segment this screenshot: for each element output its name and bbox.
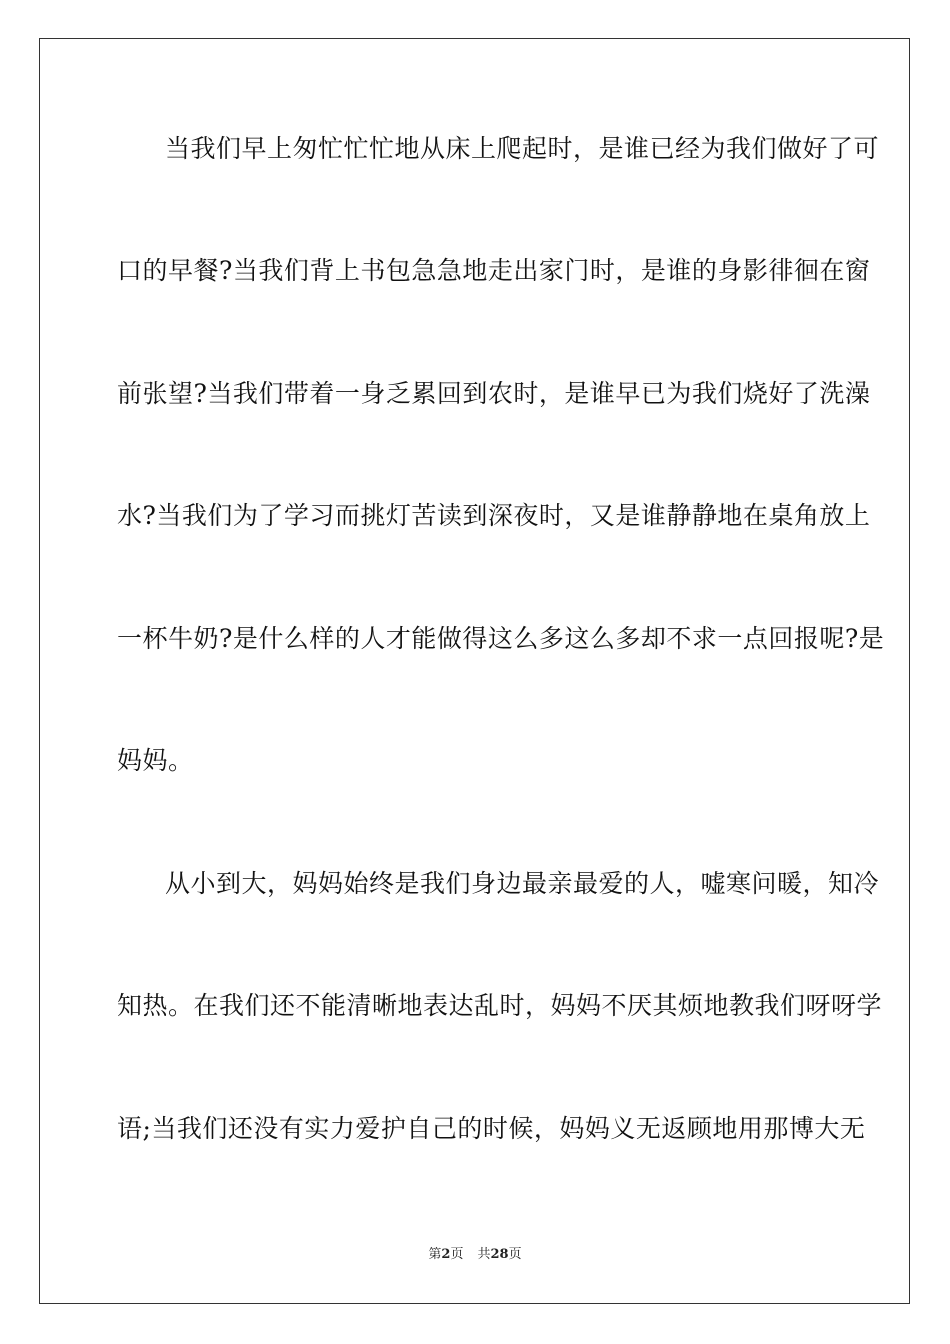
page-footer [0, 1247, 950, 1263]
paragraph-1-line-6: 妈妈。 [117, 746, 194, 775]
page-label-suffix: 页 [450, 1247, 464, 1262]
current-page-number: 2 [441, 1247, 451, 1262]
paragraph-1-line-4: 水?当我们为了学习而挑灯苦读到深夜时，又是谁静静地在桌角放上 [117, 501, 871, 530]
paragraph-2-line-1: 从小到大，妈妈始终是我们身边最亲最爱的人，嘘寒问暖，知冷 [165, 869, 880, 898]
total-page-count: 28 [490, 1247, 509, 1262]
paragraph-2-line-2: 知热。在我们还不能清晰地表达乱时，妈妈不厌其烦地教我们呀呀学 [117, 991, 883, 1020]
total-label-suffix: 页 [508, 1247, 522, 1262]
paragraph-1-line-3: 前张望?当我们带着一身乏累回到农时，是谁早已为我们烧好了洗澡 [117, 379, 871, 408]
paragraph-1-line-5: 一杯牛奶?是什么样的人才能做得这么多这么多却不求一点回报呢?是 [117, 624, 885, 653]
page-label-prefix: 第 [428, 1247, 442, 1262]
paragraph-1-line-1: 当我们早上匆忙忙忙地从床上爬起时，是谁已经为我们做好了可 [165, 134, 880, 163]
paragraph-1-line-2: 口的早餐?当我们背上书包急急地走出家门时，是谁的身影徘徊在窗 [117, 256, 871, 285]
total-label-prefix: 共 [477, 1247, 491, 1262]
paragraph-2-line-3: 语;当我们还没有实力爱护自己的时候，妈妈义无返顾地用那博大无 [117, 1114, 866, 1143]
